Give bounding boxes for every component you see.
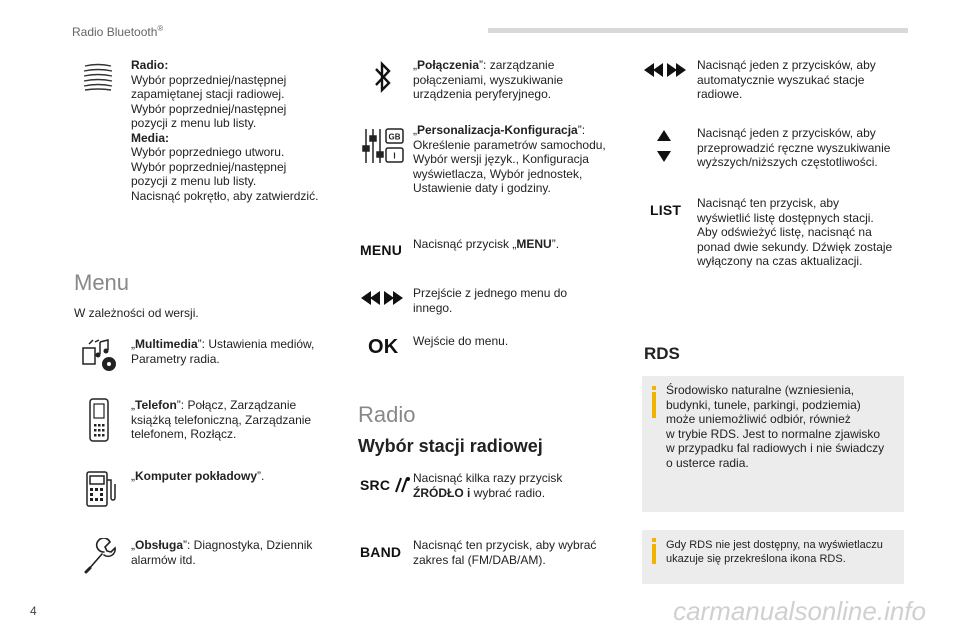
- telefon-line3: telefonem, Rozłącz.: [131, 427, 237, 441]
- header-divider: [488, 28, 908, 33]
- list-line2: wyświetlić listę dostępnych stacji.: [697, 210, 874, 225]
- src-button-icon: [360, 476, 411, 494]
- menu-text-pre: Nacisnąć przycisk „: [413, 237, 517, 251]
- service-line2: alarmów itd.: [131, 552, 196, 567]
- list-button-icon: LIST: [650, 202, 682, 218]
- radio-line4: pozycji z menu lub listy.: [131, 116, 257, 130]
- manual-tune-description: [697, 126, 912, 170]
- radio-media-description: [131, 58, 341, 203]
- rds-info-1-line: w przypadku fal radiowych i nie świadczy: [666, 441, 885, 455]
- arrows-line1: Przejście z jednego menu do: [413, 286, 568, 300]
- phone-icon: [88, 398, 110, 442]
- station-selection-title: Wybór stacji radiowej: [358, 436, 543, 456]
- radio-line1: Wybór poprzedniej/następnej: [131, 72, 287, 87]
- band-button-icon: BAND: [360, 544, 402, 560]
- rds-info-box-2: [642, 530, 904, 584]
- list-line5: wyłączony na czas aktualizacji.: [697, 254, 863, 268]
- radio-label: Radio:: [131, 58, 169, 72]
- rds-info-1-text: [666, 383, 902, 470]
- personal-icon-gb-text: GB: [388, 132, 401, 142]
- rds-info-2-text: [666, 538, 902, 566]
- bluetooth-line1: [413, 58, 623, 73]
- ok-description: Wejście do menu.: [413, 334, 509, 348]
- menu-button-icon: MENU: [360, 242, 403, 258]
- menu-version-note: W zależności od wersji.: [74, 306, 199, 320]
- header-title-text: Radio Bluetooth: [72, 25, 158, 39]
- personal-bold: Personalizacja-Konfiguracja: [417, 123, 578, 137]
- telefon-line1: [131, 398, 341, 413]
- src-icon-text: SRC: [360, 477, 391, 493]
- up-down-arrows-icon: [656, 128, 672, 164]
- personal-line2: Określenie parametrów samochodu,: [413, 137, 606, 152]
- watermark: carmanualsonline.info: [673, 596, 926, 626]
- seek-arrows-icon: [642, 62, 688, 78]
- header-title: [72, 24, 163, 39]
- bluetooth-line2: połączeniami, wyszukiwanie: [413, 72, 564, 87]
- telefon-rest1: ”: Połącz, Zarządzanie: [176, 398, 297, 412]
- bluetooth-bold: Połączenia: [417, 58, 480, 72]
- rds-info-1-line: budynki, tunele, parkingi, podziemia): [666, 397, 861, 412]
- telefon-bold: Telefon: [135, 398, 177, 412]
- telefon-line2: książką telefoniczną, Zarządzanie: [131, 412, 312, 427]
- personal-icon-i-text: I: [393, 151, 396, 161]
- bluetooth-rest1: ”: zarządzanie: [479, 58, 555, 72]
- src-description: [413, 471, 628, 500]
- menu-text-post: ”.: [551, 237, 560, 251]
- src-line2: [413, 486, 628, 501]
- service-line1: [131, 538, 341, 553]
- multimedia-bold: Multimedia: [135, 337, 198, 351]
- personal-line1: [413, 123, 628, 138]
- trip-computer-bold: Komputer pokładowy: [135, 469, 258, 483]
- band-line1: Nacisnąć ten przycisk, aby wybrać: [413, 538, 597, 552]
- bluetooth-description: [413, 58, 623, 102]
- open-quote: „: [131, 398, 135, 412]
- rds-info-1-line: o usterce radia.: [666, 455, 749, 470]
- list-line4: ponad dwie sekundy. Dźwięk zostaje: [697, 239, 893, 254]
- personal-rest1: ”:: [577, 123, 586, 137]
- scroll-wheel-icon: [82, 62, 114, 92]
- rds-info-1-line: w trybie RDS. Jest to normalne zjawisko: [666, 426, 881, 441]
- open-quote: „: [413, 123, 417, 137]
- src-slash-icon: [393, 476, 411, 494]
- wrench-icon: [84, 538, 116, 574]
- radio-section-title: Radio: [358, 402, 416, 427]
- header-title-sup: ®: [157, 24, 164, 33]
- manual-line2: przeprowadzić ręczne wyszukiwanie: [697, 140, 891, 155]
- src-line2-rest: wybrać radio.: [470, 485, 546, 500]
- open-quote: „: [131, 337, 135, 351]
- manual-line3: wyższych/niższych częstotliwości.: [697, 155, 878, 169]
- seek-line3: radiowe.: [697, 87, 743, 101]
- rds-info-1-line: Środowisko naturalne (wzniesienia,: [666, 383, 855, 397]
- media-line2: Wybór poprzedniej/następnej: [131, 159, 287, 174]
- personalization-description: [413, 123, 628, 196]
- personal-line4: wyświetlacza, Wybór jednostek,: [413, 166, 583, 181]
- multimedia-description: [131, 337, 341, 366]
- src-line1: Nacisnąć kilka razy przycisk: [413, 471, 563, 485]
- media-label: Media:: [131, 130, 170, 145]
- menu-text-bold: MENU: [516, 237, 552, 251]
- arrows-description: [413, 286, 628, 315]
- seek-line2: automatycznie wyszukać stacje: [697, 72, 865, 87]
- service-description: [131, 538, 341, 567]
- rds-info-2-line: Gdy RDS nie jest dostępny, na wyświetlaczu: [666, 539, 883, 551]
- service-bold: Obsługa: [135, 538, 184, 552]
- trip-computer-line1: [131, 469, 341, 484]
- band-line2: zakres fal (FM/DAB/AM).: [413, 552, 546, 567]
- bluetooth-line3: urządzenia peryferyjnego.: [413, 87, 552, 101]
- list-line1: Nacisnąć ten przycisk, aby: [697, 196, 840, 210]
- open-quote: „: [131, 469, 135, 483]
- multimedia-rest1: ”: Ustawienia mediów,: [197, 337, 315, 351]
- manual-line1: Nacisnąć jeden z przycisków, aby: [697, 126, 876, 140]
- seek-line1: Nacisnąć jeden z przycisków, aby: [697, 58, 876, 72]
- rds-section-title: RDS: [644, 344, 680, 363]
- trip-computer-rest1: ”.: [257, 469, 265, 483]
- service-rest1: ”: Diagnostyka, Dziennik: [183, 538, 313, 552]
- multimedia-line1: [131, 337, 341, 352]
- rds-info-box-1: [642, 376, 904, 512]
- bluetooth-icon: [368, 58, 398, 96]
- list-line3: Aby odświeżyć listę, nacisnąć na: [697, 225, 872, 239]
- multimedia-icon: [80, 338, 118, 372]
- page-number: 4: [30, 604, 37, 618]
- trip-computer-icon: [84, 470, 116, 508]
- menu-section-title: Menu: [74, 270, 130, 295]
- personal-line3: Wybór wersji język., Konfiguracja: [413, 152, 589, 166]
- rds-info-2-line: ukazuje się przekreślona ikona RDS.: [666, 553, 846, 565]
- band-description: [413, 538, 628, 567]
- arrows-line2: innego.: [413, 300, 453, 315]
- media-line4: Nacisnąć pokrętło, aby zatwierdzić.: [131, 188, 319, 203]
- ok-button-icon: OK: [368, 336, 399, 358]
- rds-info-1-line: może uniemożliwić odbiór, również: [666, 412, 851, 426]
- radio-line3: Wybór poprzedniej/następnej: [131, 101, 287, 116]
- list-description: [697, 196, 912, 269]
- src-bold: ŹRÓDŁO i: [413, 485, 471, 500]
- left-right-arrows-icon: [360, 290, 404, 306]
- settings-sliders-icon: [362, 126, 406, 166]
- menu-button-description: [413, 237, 628, 252]
- open-quote: „: [413, 58, 417, 72]
- radio-line2: zapamiętanej stacji radiowej.: [131, 87, 285, 101]
- info-marker: [652, 392, 656, 418]
- media-line1: Wybór poprzedniego utworu.: [131, 145, 285, 159]
- telefon-description: [131, 398, 341, 442]
- multimedia-line2: Parametry radia.: [131, 351, 220, 366]
- seek-description: [697, 58, 912, 102]
- personal-line5: Ustawienie daty i godziny.: [413, 181, 551, 195]
- media-line3: pozycji z menu lub listy.: [131, 174, 257, 188]
- open-quote: „: [131, 538, 135, 552]
- trip-computer-description: [131, 469, 341, 484]
- info-marker: [652, 544, 656, 564]
